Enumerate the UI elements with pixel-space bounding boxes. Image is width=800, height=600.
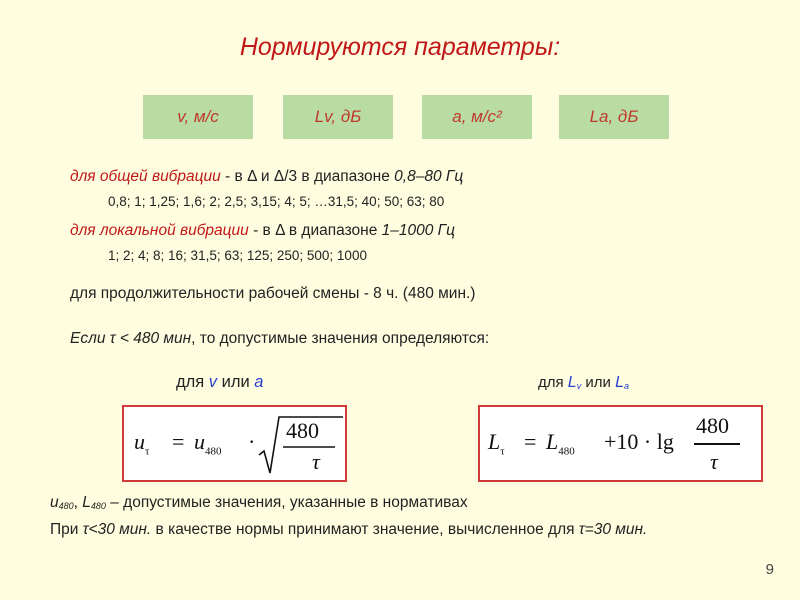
formula-right-l480-sub: 480 (558, 445, 575, 458)
page-title: Нормируются параметры: (239, 33, 561, 61)
page-number: 9 (765, 561, 774, 578)
formula-left-u480 (194, 429, 222, 457)
param-la: La, дБ (559, 95, 669, 139)
note-permissible-values (50, 494, 468, 512)
note2-mid: в качестве нормы принимают значение, вычисленное для (151, 521, 579, 538)
formula-right-label (538, 374, 629, 392)
formula-right-label-l: L (567, 374, 577, 391)
formula-left-u480-u: u (194, 429, 205, 454)
condition-prefix: Если τ < 480 мин (70, 330, 192, 347)
formula-right-plus-lg: +10 · lg (604, 429, 674, 454)
formula-box-level (478, 405, 763, 482)
local-vibration-mid: - в Δ в диапазоне (248, 222, 382, 239)
general-vibration-line (70, 168, 463, 186)
formula-right-l480 (546, 429, 575, 457)
shift-duration-line: для продолжительности рабочей смены - 8 ч. (480 мин.) (70, 285, 476, 302)
note-sep: , (73, 494, 83, 511)
formula-left-u: u (134, 429, 145, 454)
fraction-bar-right (694, 443, 740, 445)
formula-right-l480-l: L (546, 429, 559, 454)
local-vibration-values: 1; 2; 4; 8; 16; 31,5; 63; 125; 250; 500; 1000 (108, 248, 367, 263)
formula-right-l-sub: τ (500, 445, 505, 458)
formula-left-u480-sub: 480 (205, 445, 222, 458)
formula-left-u-sub: τ (145, 445, 150, 458)
note2-val: τ=30 мин. (578, 521, 648, 538)
formula-left-label-or: или (217, 373, 255, 391)
formula-box-velocity (122, 405, 347, 482)
general-vibration-range: 0,8–80 Гц (394, 168, 464, 185)
param-lv: Lv, дБ (283, 95, 393, 139)
condition-line (70, 330, 489, 348)
note-u: u (50, 494, 59, 511)
local-vibration-range: 1–1000 Гц (381, 222, 455, 239)
formula-left-numerator: 480 (286, 418, 319, 443)
formula-right-eq: = (524, 429, 537, 454)
note2-prefix: При (50, 521, 83, 538)
formula-left-label (176, 373, 263, 392)
formula-left-label-prefix: для (176, 373, 209, 391)
formula-right-l: L (488, 429, 501, 454)
formula-right-lhs (488, 429, 505, 457)
formula-right-denominator: τ (710, 449, 718, 474)
general-vibration-lead: для общей вибрации (70, 168, 221, 185)
formula-left-dot: · (248, 429, 256, 454)
note-text: – допустимые значения, указанные в нормативах (105, 494, 468, 511)
general-vibration-values: 0,8; 1; 1,25; 1,6; 2; 2,5; 3,15; 4; 5; …31,5; 40; 50; 63; 80 (108, 194, 445, 209)
param-v: v, м/с (143, 95, 253, 139)
formula-right-label-l2: L (615, 374, 624, 391)
note-short-time (50, 521, 647, 539)
formula-left-label-a: a (254, 373, 264, 391)
general-vibration-mid: - в Δ и Δ/3 в диапазоне (220, 168, 395, 185)
formula-left-eq: = (172, 429, 185, 454)
note-l-sub: 480 (90, 501, 106, 511)
formula-left-denominator: τ (312, 449, 320, 474)
formula-left-label-v: v (208, 373, 218, 391)
formula-left-lhs (134, 429, 149, 457)
formula-right-label-prefix: для (538, 374, 568, 391)
formula-right-numerator: 480 (696, 413, 729, 438)
local-vibration-lead: для локальной вибрации (70, 222, 249, 239)
param-a: a, м/с² (422, 95, 532, 139)
note-u-sub: 480 (58, 501, 74, 511)
note2-cond: τ<30 мин. (82, 521, 152, 538)
note-l: L (82, 494, 91, 511)
formula-right-label-or: или (581, 374, 616, 391)
local-vibration-line (70, 222, 455, 240)
formula-right-label-v: v (576, 381, 582, 391)
formula-right-label-a: a (623, 381, 629, 391)
condition-suffix: , то допустимые значения определяются: (191, 330, 490, 347)
